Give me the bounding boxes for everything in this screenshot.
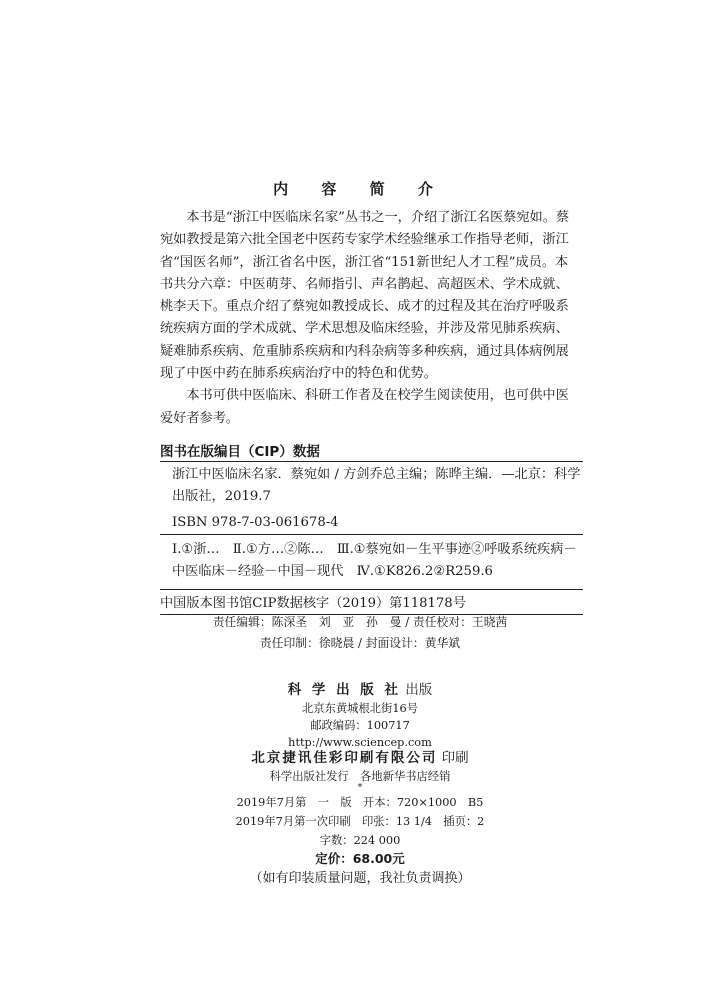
publisher-address: 北京东黄城根北街16号 — [301, 702, 419, 715]
printer-line — [0, 748, 720, 768]
word-count: 字数：224 000 — [319, 834, 401, 847]
price: 定价：68.00元 — [315, 851, 405, 866]
cip-lower-rule — [160, 589, 583, 590]
production-credit: 责任印制：徐晓晨 / 封面设计：黄华斌 — [259, 636, 461, 650]
cip-heading: 图书在版编目（CIP）数据 — [160, 444, 320, 460]
publisher-name: 科 学 出 版 社 — [287, 682, 401, 698]
cip-classification: Ⅰ.①浙… Ⅱ.①方…②陈… Ⅲ.①蔡宛如－生平事迹②呼吸系统疾病－中医临床－经验－中国－现代 Ⅳ.①K826.2②R259.6 — [172, 542, 577, 579]
printer-role: 印刷 — [441, 750, 469, 766]
distribution: 科学出版社发行 各地新华书店经销 — [269, 770, 451, 783]
separator-star: * — [357, 783, 363, 793]
intro-paragraph-1: 本书是“浙江中医临床名家”丛书之一，介绍了浙江名医蔡宛如。蔡宛如教授是第六批全国老中医药专家学术经验继承工作指导老师，浙江省“国医名师”，浙江省名中医，浙江省“151新世纪人才工程”成员。本书共分六章：中医萌芽、名师指引、声名鹊起、高超医术、学术成就、桃李天下。重点介绍了蔡宛如教授成长、成才的过程及其在治疗呼吸系统疾病方面的学术成就、学术思想及临床经验，并涉及常见肺系疾病、疑难肺系疾病、危重肺系疾病和内科杂病等多种疾病，通过具体病例展现了中医中药在肺系疾病治疗中的特色和优势。 — [160, 210, 570, 382]
intro-paragraph-2: 本书可供中医临床、科研工作者及在校学生阅读使用，也可供中医爱好者参考。 — [160, 388, 569, 426]
edition-spec: 2019年7月第 一 版 开本：720×1000 B5 — [236, 796, 484, 809]
publisher-zip: 邮政编码：100717 — [310, 719, 410, 732]
publisher-url: http://www.sciencep.com — [288, 736, 432, 749]
intro-body — [160, 207, 580, 430]
cip-record-number: 中国版本图书馆CIP数据核字（2019）第118178号 — [160, 596, 466, 611]
cip-middle-rule — [160, 534, 583, 535]
quality-notice: （如有印装质量问题，我社负责调换） — [249, 871, 471, 886]
editors-credit: 责任编辑：陈深圣 刘 亚 孙 曼 / 责任校对：王晓茜 — [212, 615, 508, 629]
printer-name: 北京捷讯佳彩印刷有限公司 — [251, 750, 438, 766]
cip-isbn: ISBN 978-7-03-061678-4 — [172, 515, 339, 530]
publisher-role: 出版 — [405, 682, 433, 698]
cip-record: 浙江中医临床名家．蔡宛如 / 方剑乔总主编；陈晔主编．—北京：科学出版社，2019.7 — [172, 467, 581, 504]
cip-top-rule — [160, 461, 583, 462]
printing-spec: 2019年7月第一次印刷 印张：13 1/4 插页：2 — [235, 815, 485, 828]
intro-title: 内 容 简 介 — [273, 180, 447, 198]
publisher-line — [0, 680, 720, 700]
